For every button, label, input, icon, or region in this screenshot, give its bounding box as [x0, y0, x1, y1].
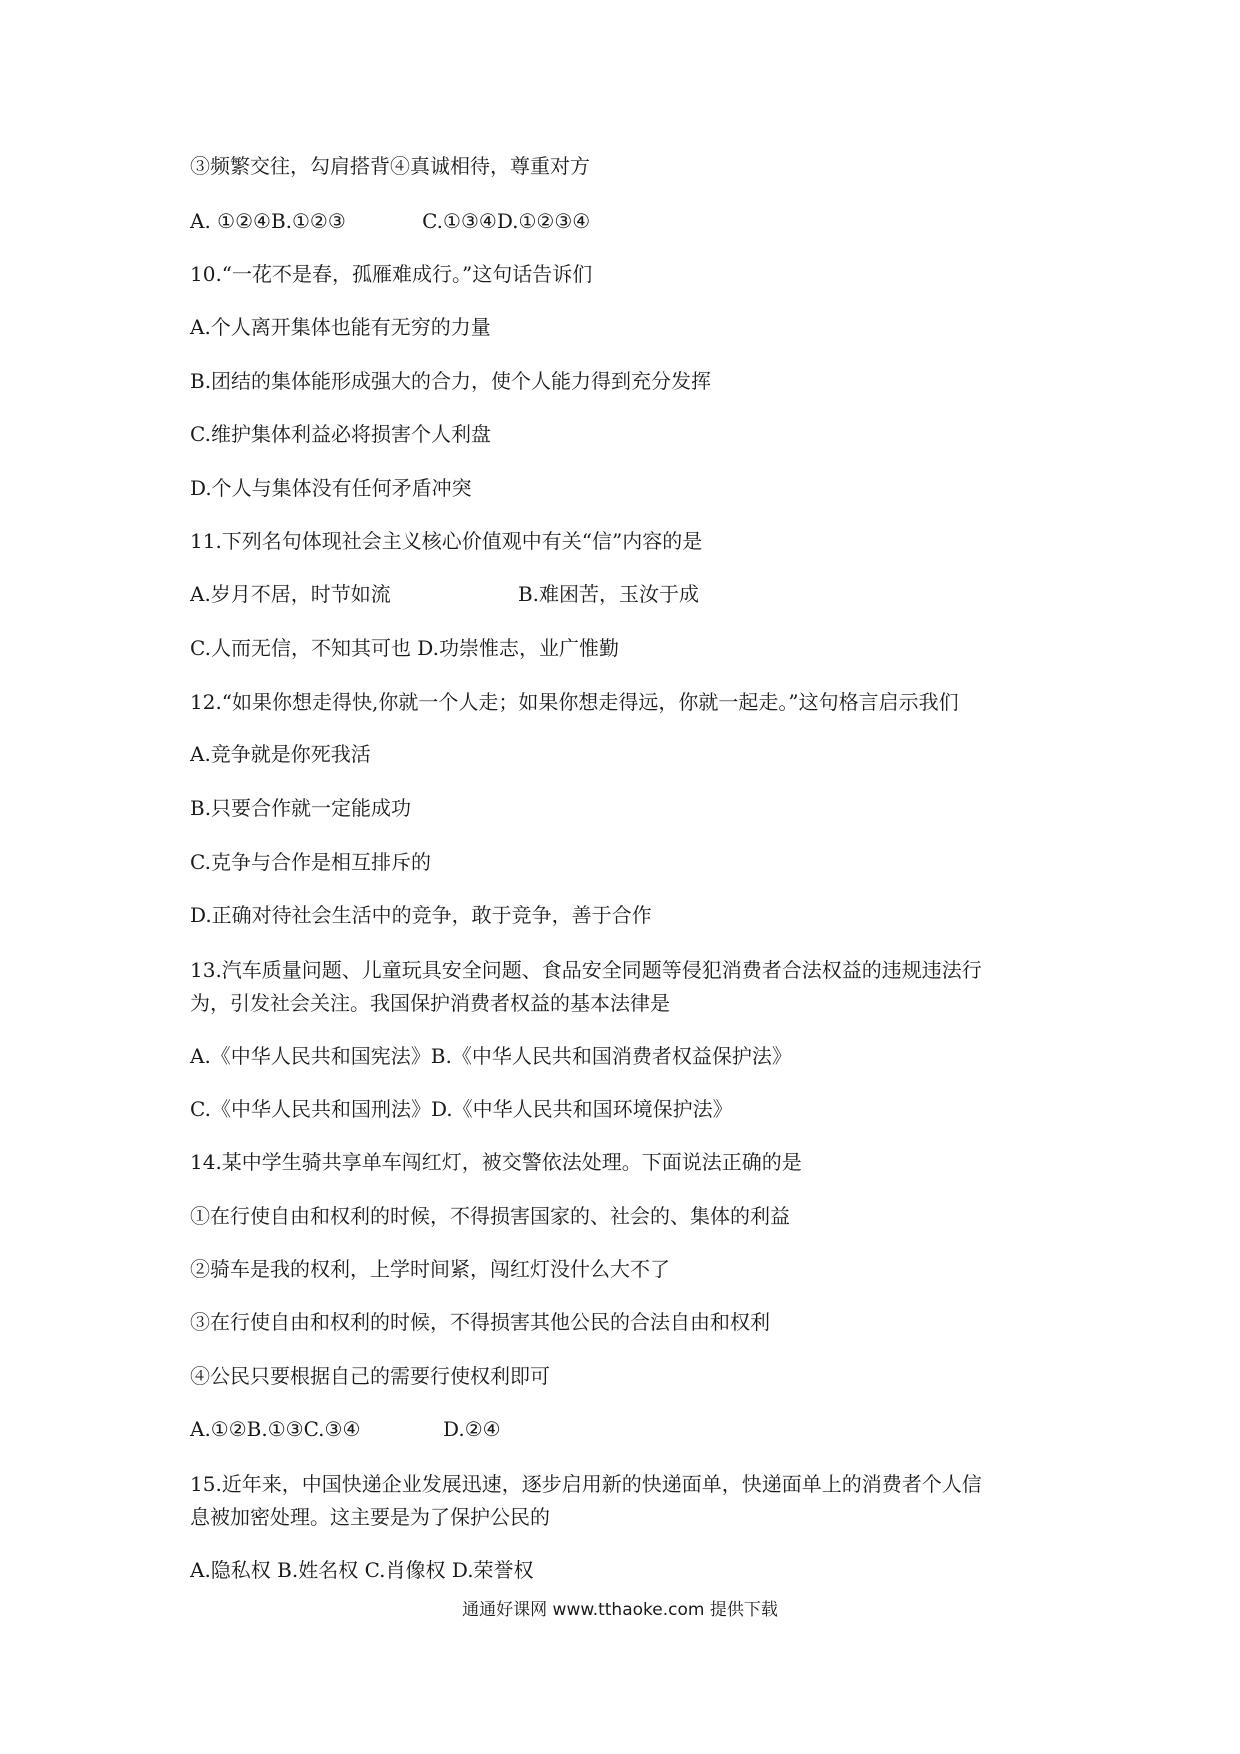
question-13-line1: 13.汽车质量问题、儿童玩具安全问题、食品安全同题等侵犯消费者合法权益的违规违法行 [190, 958, 982, 982]
option-line-q9-items: ③频繁交往，勾肩搭背④真诚相待，尊重对方 [190, 154, 590, 178]
statement-q14-4: ④公民只要根据自己的需要行使权利即可 [190, 1364, 550, 1388]
option-q12-b: B.只要合作就一定能成功 [190, 796, 412, 820]
option-q13-ab: A.《中华人民共和国宪法》B.《中华人民共和国消费者权益保护法》 [190, 1044, 792, 1068]
question-15-line2: 息被加密处理。这主要是为了保护公民的 [190, 1505, 550, 1529]
option-q13-cd: C.《中华人民共和国刑法》D.《中华人民共和国环境保护法》 [190, 1097, 733, 1121]
question-15-line1: 15.近年来，中国快递企业发展迅速，逐步启用新的快递面单，快递面单上的消费者个人信 [190, 1472, 982, 1496]
option-q11-cd: C.人而无信，不知其可也 D.功崇惟志，业广惟勤 [190, 636, 619, 660]
page-footer: 通通好课网 www.tthaoke.com 提供下载 [462, 1600, 778, 1620]
option-q14-answers: A.①②B.①③C.③④ D.②④ [190, 1417, 501, 1441]
question-13-line2: 为，引发社会关注。我国保护消费者权益的基本法律是 [190, 991, 670, 1015]
option-line-q9-answers: A. ①②④B.①②③ C.①③④D.①②③④ [190, 209, 591, 233]
option-q12-d: D.正确对待社会生活中的竞争，敢于竞争，善于合作 [190, 903, 652, 927]
option-q10-d: D.个人与集体没有任何矛盾冲突 [190, 476, 472, 500]
question-12: 12.“如果你想走得快,你就一个人走；如果你想走得远，你就一起走。”这句格言启示我们 [190, 690, 959, 714]
option-q12-a: A.竞争就是你死我活 [190, 742, 371, 766]
statement-q14-3: ③在行使自由和权利的时候，不得损害其他公民的合法自由和权利 [190, 1310, 770, 1334]
option-q11-ab: A.岁月不居，时节如流 B.难困苦，玉汝于成 [190, 582, 700, 606]
statement-q14-2: ②骑车是我的权利，上学时间紧，闯红灯没什么大不了 [190, 1257, 670, 1281]
question-10: 10.“一花不是春，孤雁难成行。”这句话告诉们 [190, 262, 593, 286]
option-q12-c: C.克争与合作是相互排斥的 [190, 850, 431, 874]
question-11: 11.下列名句体现社会主义核心价值观中有关“信”内容的是 [190, 529, 703, 553]
question-14: 14.某中学生骑共享单车闯红灯，被交警依法处理。下面说法正确的是 [190, 1150, 802, 1174]
option-q10-a: A.个人离开集体也能有无穷的力量 [190, 315, 491, 339]
option-q10-c: C.维护集体利益必将损害个人利盘 [190, 422, 491, 446]
option-q10-b: B.团结的集体能形成强大的合力，使个人能力得到充分发挥 [190, 369, 712, 393]
option-q15-answers: A.隐私权 B.姓名权 C.肖像权 D.荣誉权 [190, 1558, 534, 1582]
statement-q14-1: ①在行使自由和权利的时候，不得损害国家的、社会的、集体的利益 [190, 1204, 790, 1228]
